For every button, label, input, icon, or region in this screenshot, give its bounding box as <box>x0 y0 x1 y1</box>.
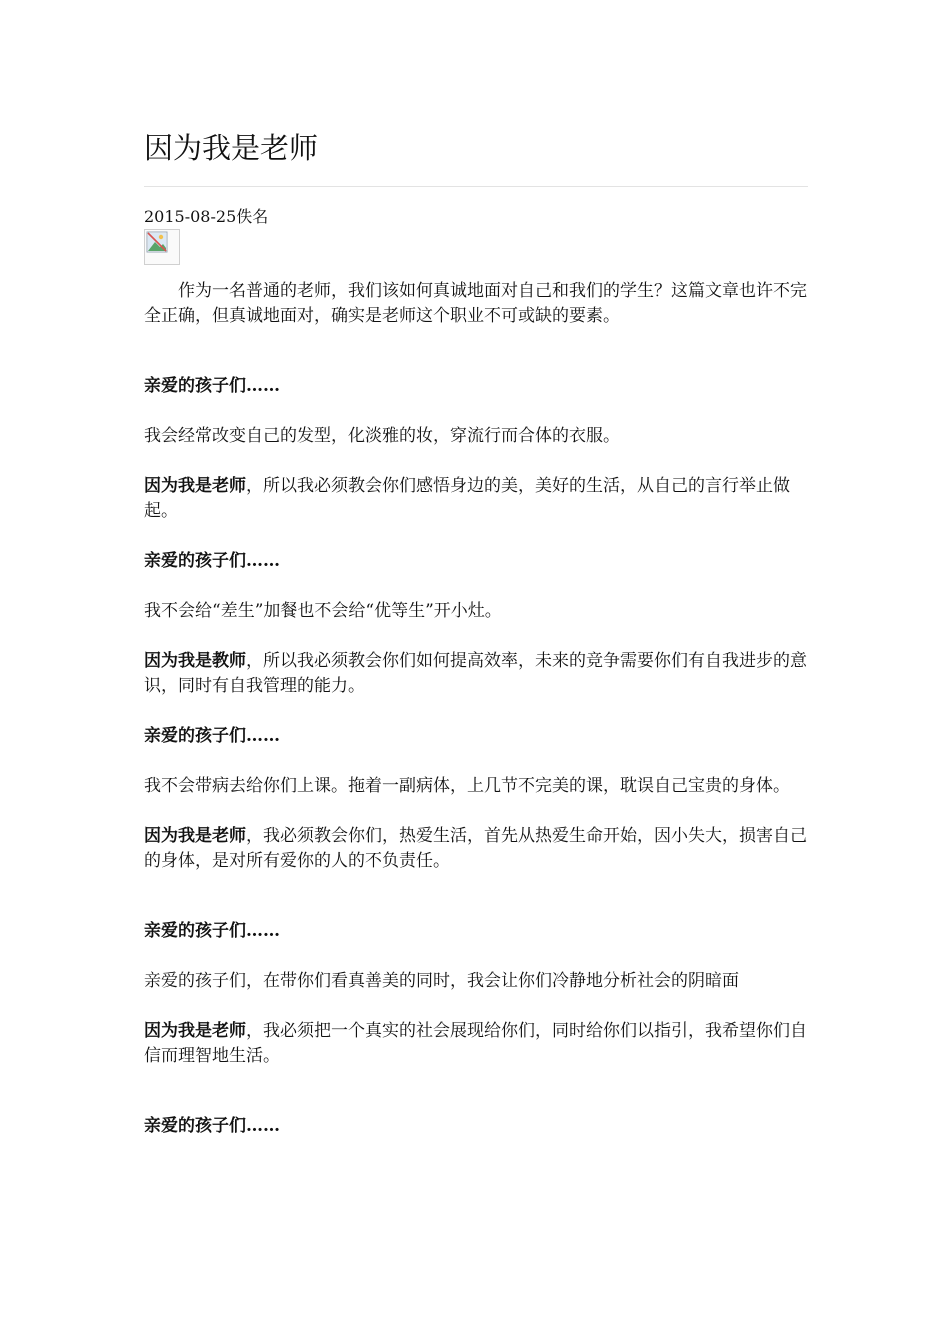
section-heading: 亲爱的孩子们…… <box>144 1116 280 1136</box>
broken-image-icon <box>144 229 180 265</box>
section-statement: 亲爱的孩子们，在带你们看真善美的同时，我会让你们冷静地分析社会的阴暗面 <box>144 971 739 991</box>
article-intro: 作为一名普通的老师，我们该如何真诚地面对自己和我们的学生？这篇文章也许不完全正确，但真诚地面对，确实是老师这个职业不可或缺的要素。 <box>144 281 807 326</box>
section-reason <box>144 1019 808 1069</box>
section-statement: 我不会带病去给你们上课。拖着一副病体，上几节不完美的课，耽误自己宝贵的身体。 <box>144 776 790 796</box>
section-lead: 因为我是教师 <box>144 651 246 671</box>
section-reason <box>144 824 808 874</box>
article-date: 2015-08-25 <box>144 207 237 226</box>
article-meta <box>144 205 268 229</box>
section-statement: 我会经常改变自己的发型，化淡雅的妆，穿流行而合体的衣服。 <box>144 426 620 446</box>
section-reason-text: ，我必须把一个真实的社会展现给你们，同时给你们以指引，我希望你们自信而理智地生活。 <box>144 1021 807 1066</box>
article-author: 佚名 <box>236 207 269 226</box>
section-lead: 因为我是老师 <box>144 476 246 496</box>
section-reason <box>144 649 808 699</box>
article-body <box>144 279 808 1139</box>
title-divider <box>144 186 808 187</box>
section-lead: 因为我是老师 <box>144 1021 246 1041</box>
section-reason-text: ，我必须教会你们，热爱生活，首先从热爱生命开始，因小失大，损害自己的身体，是对所有爱你的人的不负责任。 <box>144 826 807 871</box>
section-lead: 因为我是老师 <box>144 826 246 846</box>
section-statement: 我不会给“差生”加餐也不会给“优等生”开小灶。 <box>144 601 502 621</box>
section-heading: 亲爱的孩子们…… <box>144 551 280 571</box>
section-heading: 亲爱的孩子们…… <box>144 726 280 746</box>
section-reason-text: ，所以我必须教会你们感悟身边的美，美好的生活，从自己的言行举止做起。 <box>144 476 790 521</box>
section-heading: 亲爱的孩子们…… <box>144 376 280 396</box>
article-title: 因为我是老师 <box>144 131 319 165</box>
section-heading: 亲爱的孩子们…… <box>144 921 280 941</box>
section-reason-text: ，所以我必须教会你们如何提高效率，未来的竞争需要你们有自我进步的意识，同时有自我管理的能力。 <box>144 651 807 696</box>
section-reason <box>144 474 808 524</box>
